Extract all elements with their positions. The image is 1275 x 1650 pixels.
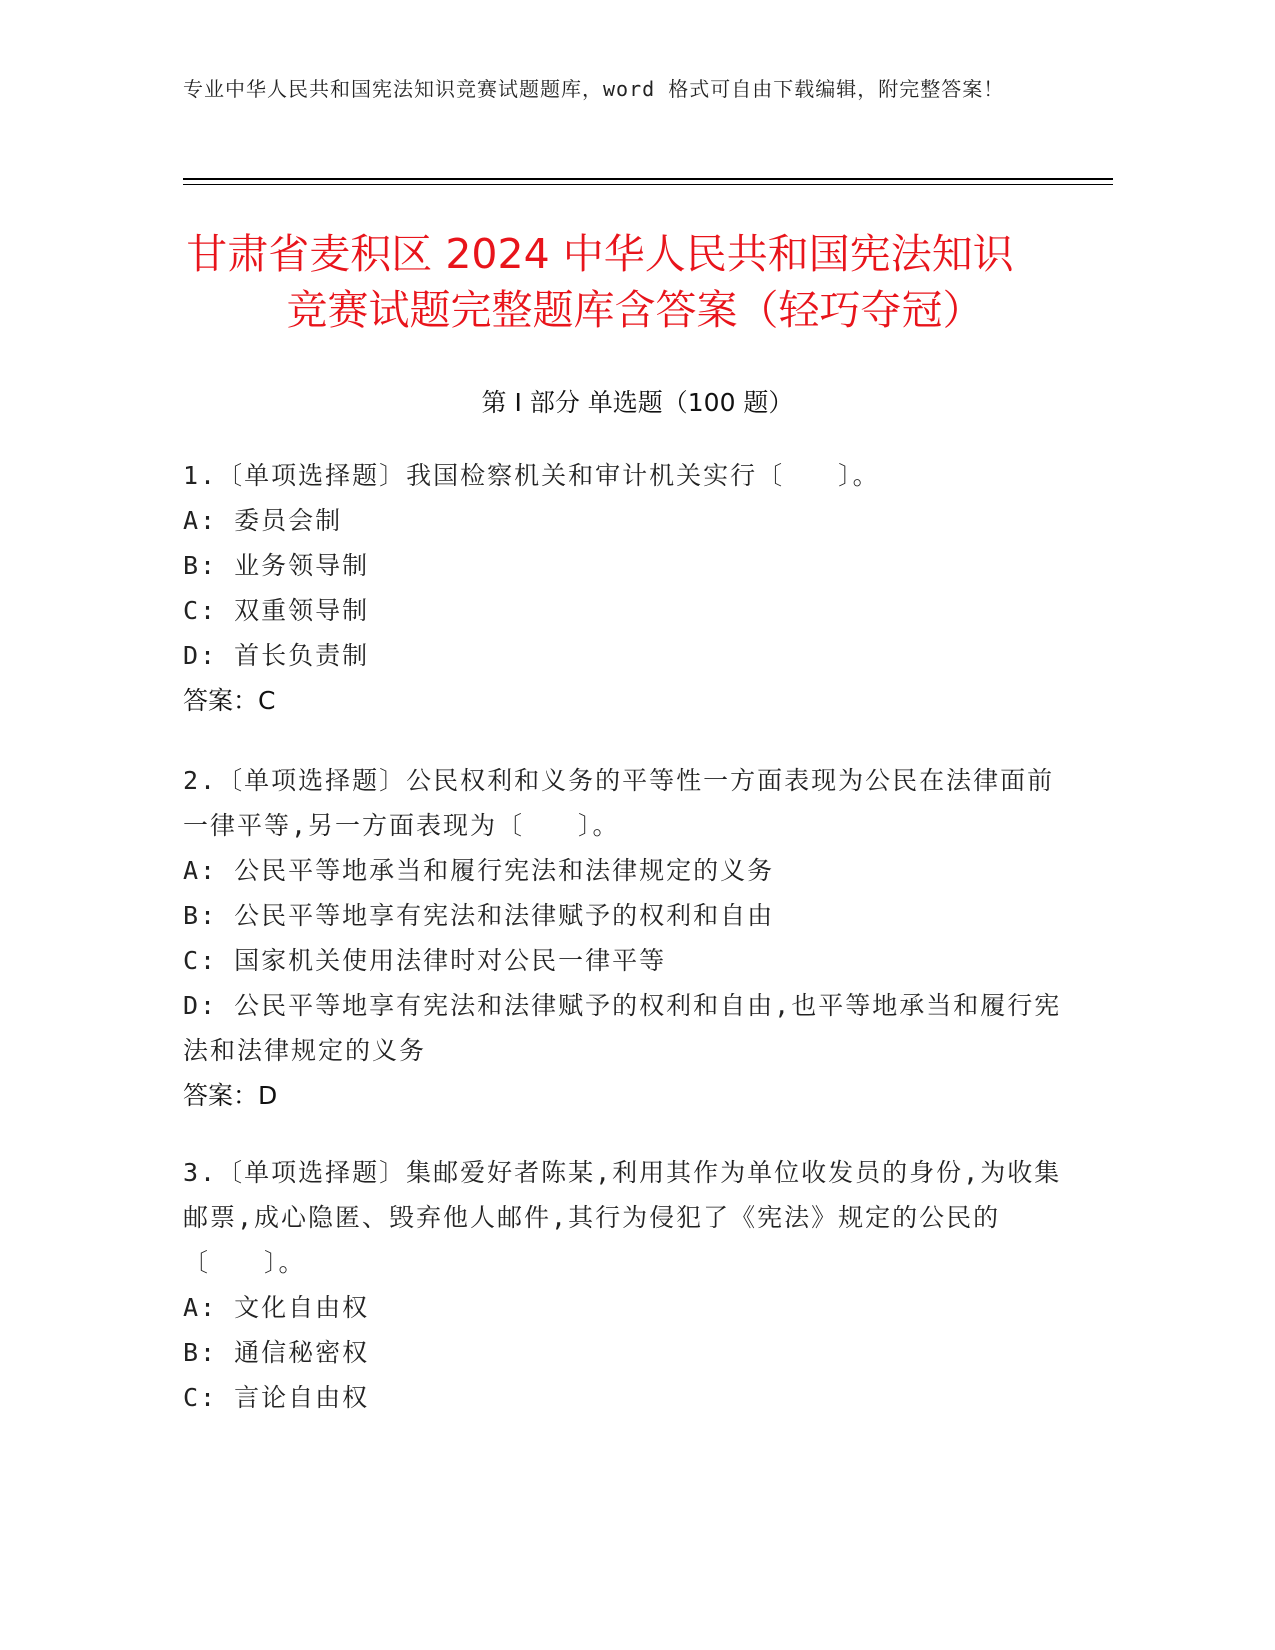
answer-text: 答案：D [183, 1081, 278, 1110]
option-a: A: 委员会制 [183, 506, 343, 535]
option-b: B: 业务领导制 [183, 551, 370, 580]
question-2 [183, 758, 1063, 1118]
option-c: C: 双重领导制 [183, 596, 370, 625]
option-a: A: 文化自由权 [183, 1293, 370, 1322]
title-line-2: 竞赛试题完整题库含答案（轻巧夺冠） [286, 286, 984, 334]
question-1 [183, 453, 1063, 723]
option-c: C: 言论自由权 [183, 1383, 370, 1412]
question-text: 2.〔单项选择题〕公民权利和义务的平等性一方面表现为公民在法律面前一律平等,另一方面表现为〔 〕。 [183, 766, 1055, 840]
option-d: D: 公民平等地享有宪法和法律赋予的权利和自由,也平等地承当和履行宪法和法律规定的义务 [183, 991, 1062, 1065]
option-c: C: 国家机关使用法律时对公民一律平等 [183, 946, 667, 975]
title-line-1: 甘肃省麦积区 2024 中华人民共和国宪法知识 [186, 230, 1014, 278]
answer-text: 答案：C [183, 686, 276, 715]
header-divider-thin [183, 184, 1113, 185]
document-title [120, 226, 1150, 338]
option-a: A: 公民平等地承当和履行宪法和法律规定的义务 [183, 856, 775, 885]
question-text: 1.〔单项选择题〕我国检察机关和审计机关实行〔 〕。 [183, 461, 880, 490]
option-b: B: 公民平等地享有宪法和法律赋予的权利和自由 [183, 901, 775, 930]
option-d: D: 首长负责制 [183, 641, 370, 670]
question-3 [183, 1150, 1063, 1420]
header-note: 专业中华人民共和国宪法知识竞赛试题题库，word 格式可自由下载编辑，附完整答案！ [183, 77, 1005, 101]
question-text: 3.〔单项选择题〕集邮爱好者陈某,利用其作为单位收发员的身份,为收集邮票,成心隐匿、毁弃他人邮件,其行为侵犯了《宪法》规定的公民的〔 〕。 [183, 1158, 1062, 1277]
section-heading: 第 I 部分 单选题（100 题） [481, 388, 794, 417]
option-b: B: 通信秘密权 [183, 1338, 370, 1367]
header-divider-thick [183, 178, 1113, 180]
